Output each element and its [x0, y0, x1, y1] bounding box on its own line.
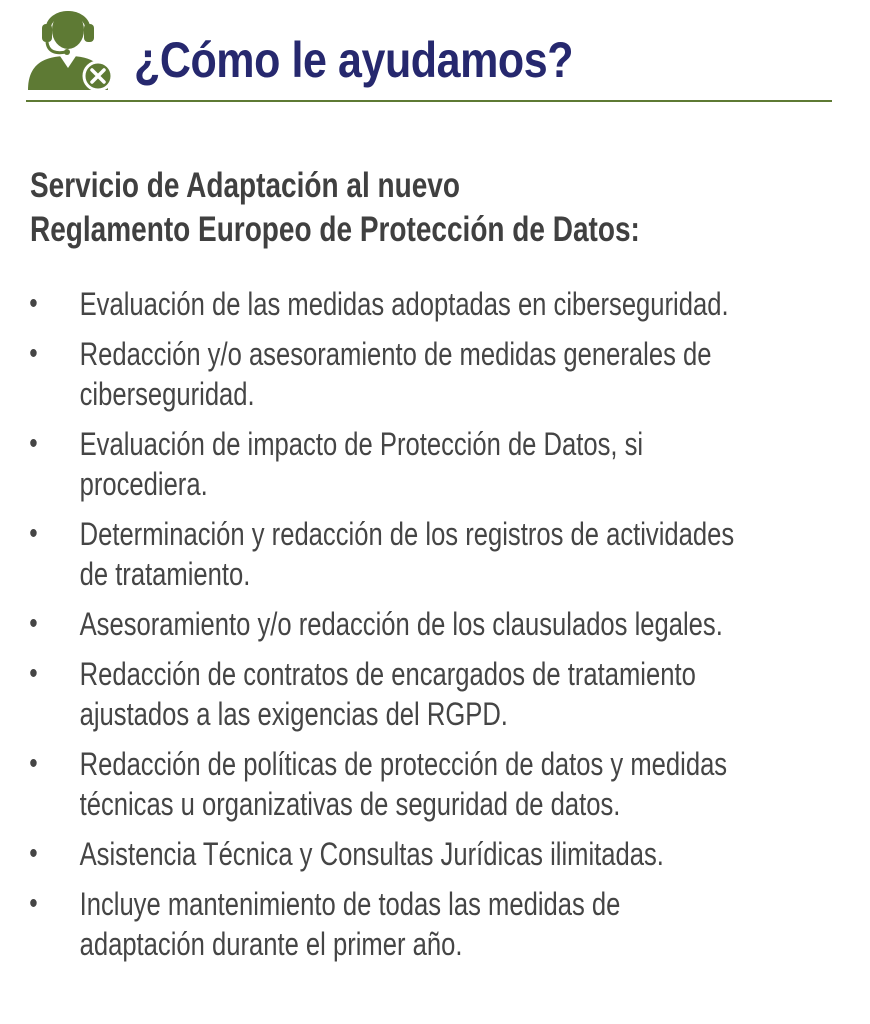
list-item: [26, 334, 826, 414]
bullet-icon: •: [29, 607, 38, 640]
subtitle-line: Reglamento Europeo de Protección de Datos:: [30, 210, 640, 249]
page-header: [26, 0, 832, 102]
bullet-icon: •: [29, 887, 38, 920]
subtitle-line: Servicio de Adaptación al nuevo: [30, 166, 460, 205]
list-item-text: Redacción y/o asesoramiento de medidas generales de: [79, 336, 712, 372]
list-item-text: de tratamiento.: [79, 556, 251, 592]
list-item-text: procediera.: [79, 466, 208, 502]
list-item: [26, 654, 826, 734]
list-item-text: ajustados a las exigencias del RGPD.: [79, 696, 508, 732]
page-title: ¿Cómo le ayudamos?: [134, 32, 574, 88]
list-item-text: Determinación y redacción de los registros de actividades: [79, 516, 735, 552]
bullet-icon: •: [29, 337, 38, 370]
list-item-text: Asesoramiento y/o redacción de los clausulados legales.: [79, 606, 723, 642]
list-item: [26, 834, 826, 874]
list-item-text: Incluye mantenimiento de todas las medidas de: [79, 886, 621, 922]
list-item-text: Redacción de políticas de protección de datos y medidas: [79, 746, 728, 782]
list-item-text: Redacción de contratos de encargados de tratamiento: [79, 656, 696, 692]
list-item: [26, 744, 826, 824]
section-subtitle: [30, 164, 750, 252]
list-item-text: técnicas u organizativas de seguridad de datos.: [79, 786, 621, 822]
list-item: [26, 284, 826, 324]
bullet-icon: •: [29, 837, 38, 870]
bullet-icon: •: [29, 747, 38, 780]
services-list: [26, 284, 826, 974]
list-item-text: ciberseguridad.: [79, 376, 255, 412]
list-item-text: adaptación durante el primer año.: [79, 926, 463, 962]
list-item: [26, 424, 826, 504]
list-item: [26, 604, 826, 644]
list-item-text: Evaluación de impacto de Protección de Datos, si: [79, 426, 644, 462]
bullet-icon: •: [29, 517, 38, 550]
support-agent-icon: [26, 0, 118, 96]
list-item: [26, 884, 826, 964]
bullet-icon: •: [29, 657, 38, 690]
list-item: [26, 514, 826, 594]
list-item-text: Asistencia Técnica y Consultas Jurídicas ilimitadas.: [79, 836, 664, 872]
bullet-icon: •: [29, 427, 38, 460]
bullet-icon: •: [29, 287, 38, 320]
list-item-text: Evaluación de las medidas adoptadas en ciberseguridad.: [79, 286, 729, 322]
